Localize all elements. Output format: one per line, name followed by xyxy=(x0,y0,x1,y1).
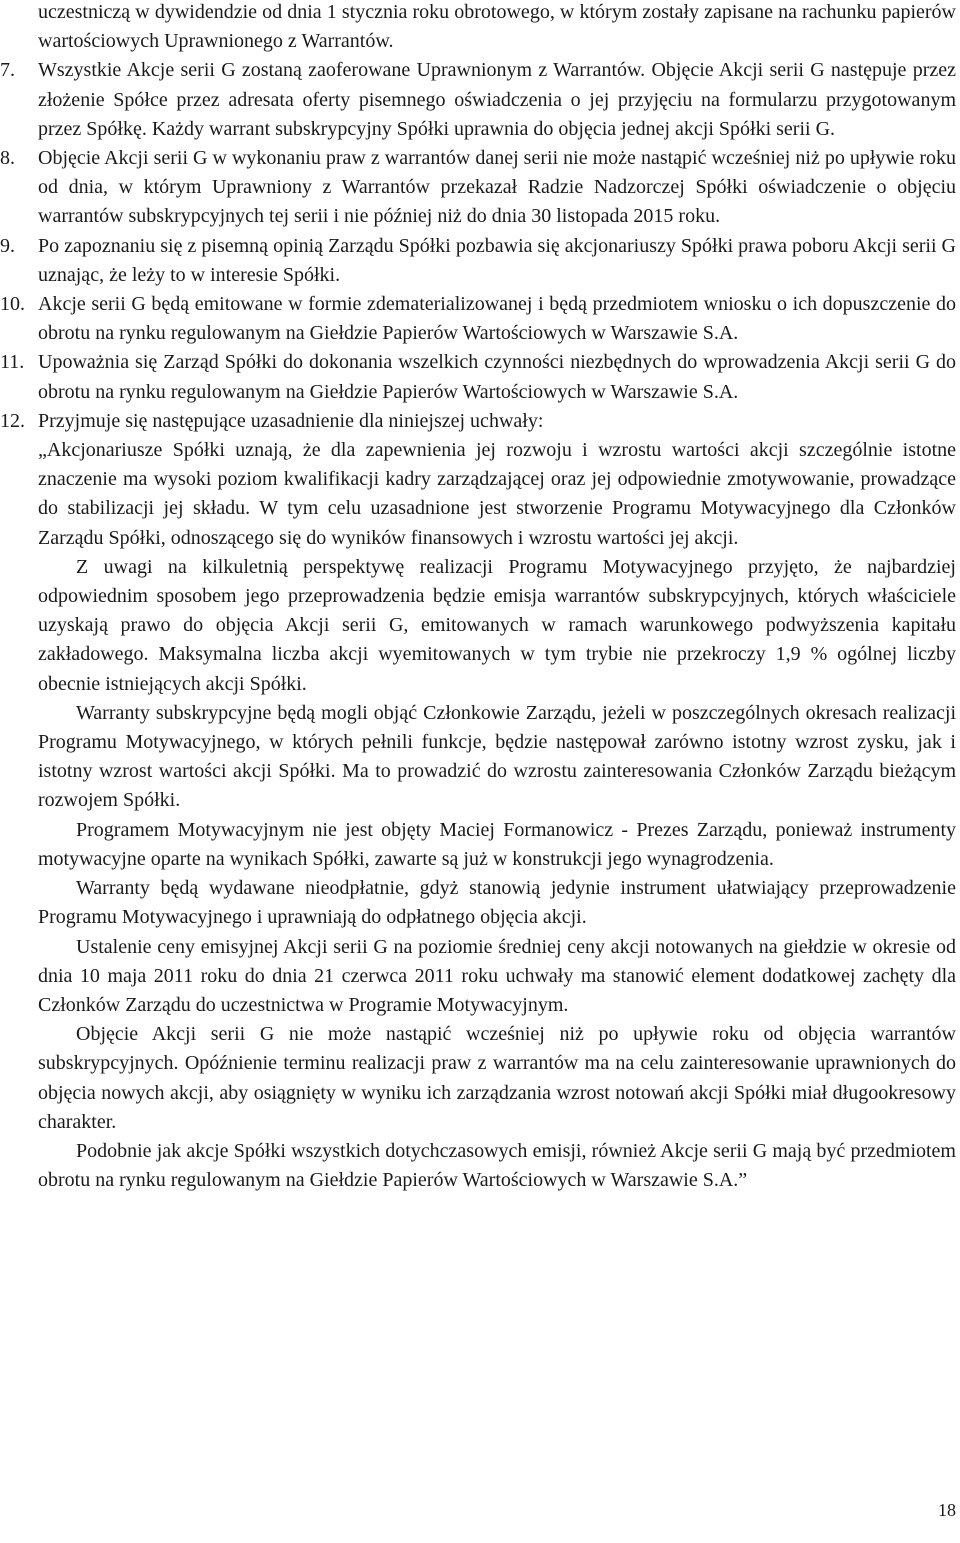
item-number: 11. xyxy=(0,351,25,374)
list-item-11 xyxy=(0,348,956,406)
item-text: Upoważnia się Zarząd Spółki do dokonania wszelkich czynności niezbędnych do wprowadzenia Akcji serii G do obrotu na rynku regulowanym na Giełdzie Papierów Wartościowych w Warszawie S.A. xyxy=(38,351,956,403)
item-text: Przyjmuje się następujące uzasadnienie dla niniejszej uchwały: xyxy=(38,409,544,432)
justification-paragraph-8: Podobnie jak akcje Spółki wszystkich dotychczasowych emisji, również Akcje serii G mają być przedmiotem obrotu na rynku regulowanym na Giełdzie Papierów Wartościowych w Warszawie S.A.” xyxy=(38,1139,956,1192)
justification-paragraph-1: „Akcjonariusze Spółki uznają, że dla zapewnienia jej rozwoju i wzrostu wartości akcji szczególnie istotne znaczenie ma wysoki poziom kwalifikacji kadry zarządzającej oraz jej odpowiednie zmotywowanie, prowadzące do stabilizacji jej składu. W tym celu uzasadnione jest stworzenie Programu Motywacyjnego dla Członków Zarządu Spółki, odnoszącego się do wyników finansowych i wzrostu wartości jej akcji. xyxy=(38,439,956,549)
item-number: 9. xyxy=(0,234,15,257)
justification-paragraph-2: Z uwagi na kilkuletnią perspektywę realizacji Programu Motywacyjnego przyjęto, że najbardziej odpowiednim sposobem jego przeprowadzenia będzie emisja warrantów subskrypcyjnych, których właściciele uzyskają prawo do objęcia Akcji serii G, emitowanych w ramach warunkowego podwyższenia kapitału zakładowego. Maksymalna liczba akcji wyemitowanych w tym trybie nie przekroczy 1,9 % ogólnej liczby obecnie istniejących akcji Spółki. xyxy=(38,555,956,695)
justification-paragraph-3: Warranty subskrypcyjne będą mogli objąć Członkowie Zarządu, jeżeli w poszczególnych okresach realizacji Programu Motywacyjnego, w których pełnili funkcje, będzie następował zarówno istotny wzrost zysku, jak i istotny wzrost wartości akcji Spółki. Ma to prowadzić do wzrostu zainteresowania Członków Zarządu bieżącym rozwojem Spółki. xyxy=(38,701,956,812)
item-text: Akcje serii G będą emitowane w formie zdematerializowanej i będą przedmiotem wniosku o ich dopuszczenie do obrotu na rynku regulowanym na Giełdzie Papierów Wartościowych w Warszawie S.A. xyxy=(38,293,956,345)
page-number: 18 xyxy=(938,1500,956,1520)
item-number: 12. xyxy=(0,409,25,432)
justification-paragraph-4: Programem Motywacyjnym nie jest objęty Maciej Formanowicz - Prezes Zarządu, ponieważ instrumenty motywacyjne oparte na wynikach Spółki, zawarte są już w konstrukcji jego wynagrodzenia. xyxy=(38,818,956,870)
item-number: 7. xyxy=(0,59,15,82)
item-number: 10. xyxy=(0,293,25,316)
justification-paragraph-6: Ustalenie ceny emisyjnej Akcji serii G na poziomie średniej ceny akcji notowanych na giełdzie w okresie od dnia 10 maja 2011 roku do dnia 21 czerwca 2011 roku uchwały ma stanowić element dodatkowej zachęty dla Członków Zarządu do uczestnictwa w Programie Motywacyjnym. xyxy=(38,935,956,1016)
list-item-8 xyxy=(0,144,956,232)
justification-paragraph-7: Objęcie Akcji serii G nie może nastąpić wcześniej niż po upływie roku od objęcia warrantów subskrypcyjnych. Opóźnienie terminu realizacji praw z warrantów ma na celu zainteresowanie uprawnionych do objęcia nowych akcji, aby osiągnięty w wyniku ich zarządzania wzrost notowań akcji Spółki miał długookresowy charakter. xyxy=(38,1023,956,1133)
item-text: Objęcie Akcji serii G w wykonaniu praw z warrantów danej serii nie może nastąpić wcześniej niż po upływie roku od dnia, w którym Uprawniony z Warrantów przekazał Radzie Nadzorczej Spółki oświadczenie o objęciu warrantów subskrypcyjnych tej serii i nie później niż do dnia 30 listopada 2015 roku. xyxy=(38,147,956,228)
list-item-7 xyxy=(0,56,956,144)
list-item-10 xyxy=(0,290,956,348)
list-item-12 xyxy=(0,407,956,436)
continuation-paragraph: uczestniczą w dywidendzie od dnia 1 stycznia roku obrotowego, w którym zostały zapisane na rachunku papierów wartościowych Uprawnionego z Warrantów. xyxy=(38,1,956,53)
item-text: Po zapoznaniu się z pisemną opinią Zarządu Spółki pozbawia się akcjonariuszy Spółki prawa poboru Akcji serii G uznając, że leży to w interesie Spółki. xyxy=(38,234,956,286)
list-item-9 xyxy=(0,232,956,290)
item-number: 8. xyxy=(0,147,15,170)
item-text: Wszystkie Akcje serii G zostaną zaoferowane Uprawnionym z Warrantów. Objęcie Akcji serii G następuje przez złożenie Spółce przez adresata oferty pisemnego oświadczenia o jej przyjęciu na formularzu przygotowanym przez Spółkę. Każdy warrant subskrypcyjny Spółki uprawnia do objęcia jednej akcji Spółki serii G. xyxy=(38,59,956,140)
justification-paragraph-5: Warranty będą wydawane nieodpłatnie, gdyż stanowią jedynie instrument ułatwiający przeprowadzenie Programu Motywacyjnego i uprawniają do odpłatnego objęcia akcji. xyxy=(38,877,956,929)
